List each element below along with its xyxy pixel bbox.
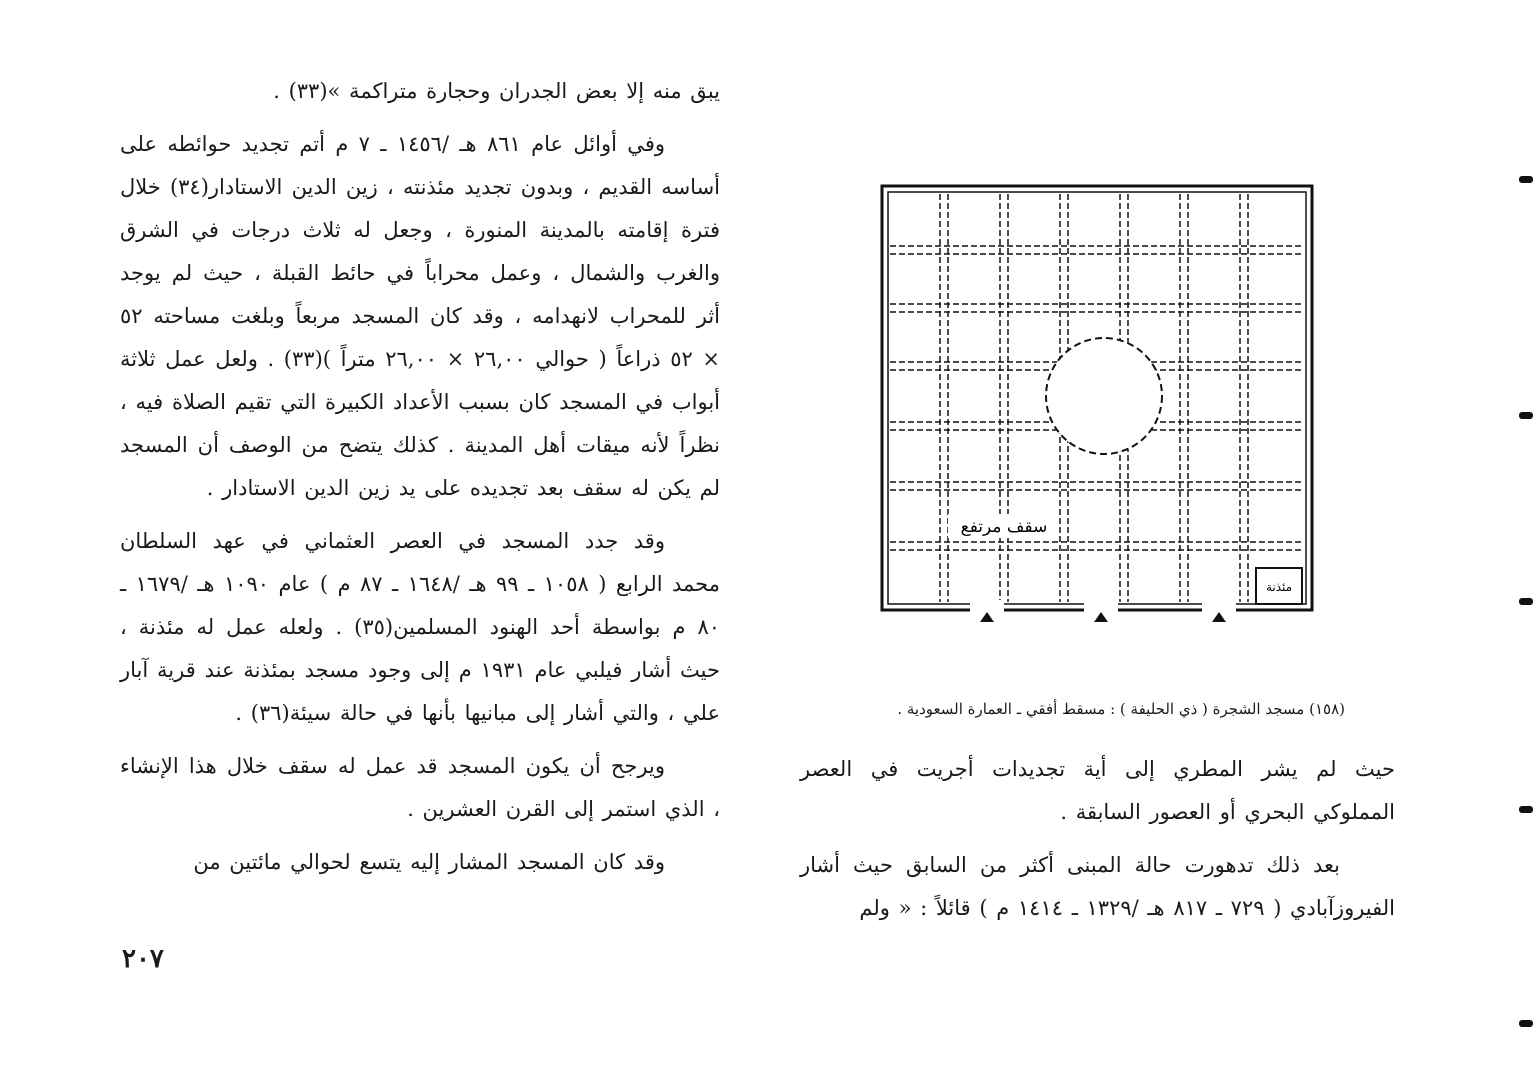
left-page — [120, 70, 720, 894]
door-gap — [970, 600, 1004, 614]
edge-mark — [1519, 598, 1533, 605]
floor-plan-figure — [872, 180, 1322, 630]
paragraph: بعد ذلك تدهورت حالة المبنى أكثر من السابق حيث أشار الفيروزآبادي ( ٧٢٩ ـ ٨١٧ هـ /١٣٢٩ ـ ١٤١٤ م ) قائلاً : « ولم — [800, 853, 1395, 920]
floor-plan-drawing — [872, 180, 1322, 630]
page-number: ٢٠٧ — [122, 944, 164, 974]
paragraph: ويرجح أن يكون المسجد قد عمل له سقف خلال هذا الإنشاء ، الذي استمر إلى القرن العشرين . — [120, 754, 720, 821]
door-gap — [1084, 600, 1118, 614]
edge-mark — [1519, 176, 1533, 183]
raised-roof-label: سقف مرتفع — [960, 517, 1048, 537]
edge-mark — [1519, 412, 1533, 419]
paragraph: يبق منه إلا بعض الجدران وحجارة متراكمة »(٣٣) . — [273, 79, 720, 103]
paragraph: وقد جدد المسجد في العصر العثماني في عهد السلطان محمد الرابع ( ١٠٥٨ ـ ٩٩ هـ /١٦٤٨ ـ ٨٧ م ) عام ١٠٩٠ هـ /١٦٧٩ ـ ٨٠ م بواسطة أحد الهنود المسلمين(٣٥) . ولعله عمل له مئذنة ، حيث أشار فيلبي عام ١٩٣١ م إلى وجود مسجد بمئذنة عند قرية آبار علي ، والتي أشار إلى مبانيها بأنها في حالة سيئة(٣٦) . — [120, 529, 720, 725]
right-page — [800, 748, 1395, 940]
paragraph: وقد كان المسجد المشار إليه يتسع لحوالي مائتين من — [193, 850, 665, 874]
edge-mark — [1519, 806, 1533, 813]
paragraph: وفي أوائل عام ٨٦١ هـ /١٤٥٦ ـ ٧ م أتم تجديد حوائطه على أساسه القديم ، وبدون تجديد مئذنته ، زين الدين الاستادار(٣٤) خلال فترة إقامته بالمدينة المنورة ، وجعل له ثلاث درجات في الشرق والغرب والشمال ، وعمل محراباً في حائط القبلة ، حيث لم يوجد أثر للمحراب لانهدامه ، وقد كان المسجد مربعاً وبلغت مساحته ٥٢ × ٥٢ ذراعاً ( حوالي ٢٦,٠٠ × ٢٦,٠٠ متراً )(٣٣) . ولعل عمل ثلاثة أبواب في المسجد كان بسبب الأعداد الكبيرة التي تقيم الصلاة فيه ، نظراً لأنه ميقات أهل المدينة . كذلك يتضح من الوصف أن المسجد لم يكن له سقف بعد تجديده على يد زين الدين الاستادار . — [120, 132, 721, 500]
paragraph: حيث لم يشر المطري إلى أية تجديدات أجريت في العصر المملوكي البحري أو العصور السابقة . — [800, 757, 1395, 824]
door-gap — [1202, 600, 1236, 614]
minaret-label: مئذنة — [1265, 580, 1293, 594]
central-dome — [1046, 338, 1162, 454]
figure-caption: (١٥٨) مسجد الشجرة ( ذي الحليفة ) : مسقط أفقي ـ العمارة السعودية . — [897, 700, 1345, 718]
edge-mark — [1519, 1020, 1533, 1027]
